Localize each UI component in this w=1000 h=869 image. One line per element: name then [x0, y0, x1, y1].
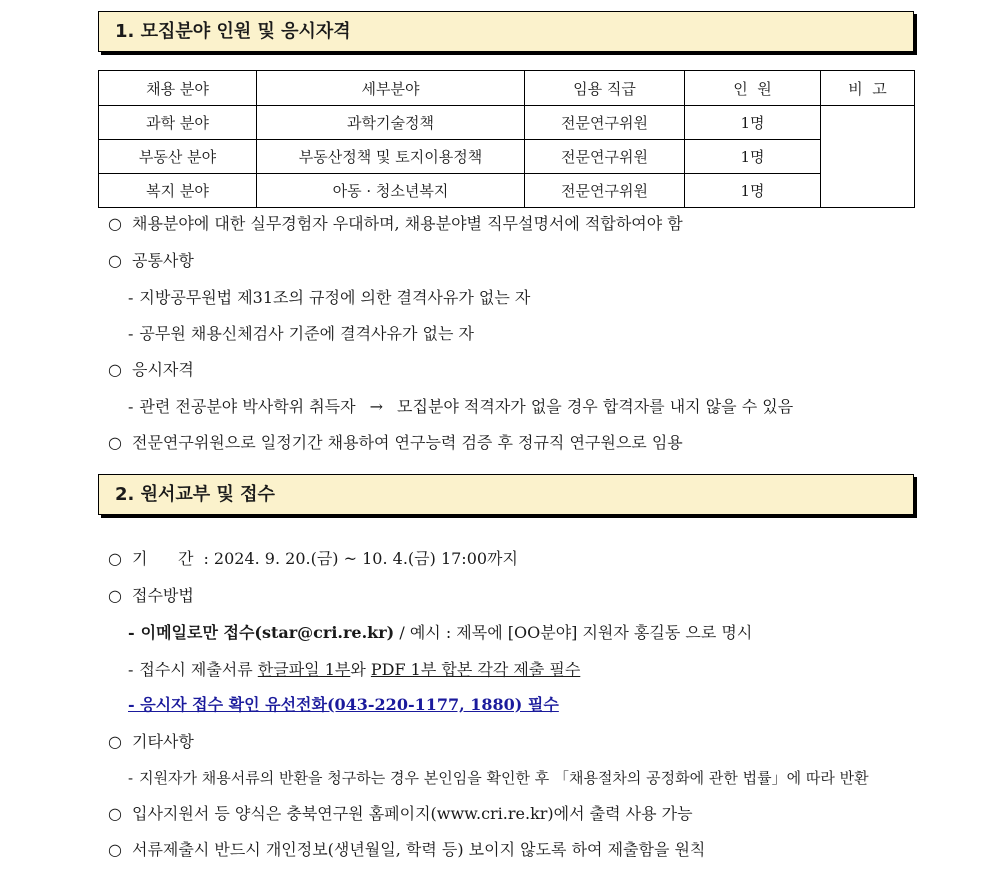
cell-rank: 전문연구위원: [525, 106, 685, 140]
application-period: [108, 548, 518, 570]
cell-headcount: 1명: [685, 174, 821, 208]
etc-label: 기타사항: [132, 732, 194, 751]
cell-subfield: 과학기술정책: [257, 106, 525, 140]
dash-bullet: -: [128, 288, 134, 307]
table-row: [99, 106, 915, 140]
section-2-title: 2. 원서교부 및 접수: [98, 474, 914, 515]
common-requirements-label: 공통사항: [132, 251, 194, 270]
table-row: [99, 174, 915, 208]
header-subfield: 세부분야: [257, 71, 525, 106]
common-requirements-title: [108, 250, 194, 272]
circle-bullet: ○: [108, 251, 122, 270]
etc-title: [108, 731, 194, 753]
circle-bullet: ○: [108, 214, 122, 233]
common-requirement-2-text: 공무원 채용신체검사 기준에 결격사유가 없는 자: [139, 324, 474, 343]
method-label: 접수방법: [132, 586, 194, 605]
documents-hwp: 한글파일 1부: [257, 660, 351, 679]
right-arrow-icon: →: [369, 397, 383, 416]
documents-pdf: PDF 1부 합본 각각 제출 필수: [370, 660, 581, 679]
privacy-notice: [108, 839, 705, 861]
dash-bullet: -: [128, 660, 134, 679]
phone-confirm-text: - 응시자 접수 확인 유선전화(043-220-1177, 1880) 필수: [128, 695, 559, 714]
section-1-title: 1. 모집분야 인원 및 응시자격: [98, 11, 914, 52]
header-headcount: 인 원: [685, 71, 821, 106]
appointment-text: 전문연구위원으로 일정기간 채용하여 연구능력 검증 후 정규직 연구원으로 임용: [132, 433, 683, 452]
dash-bullet: -: [128, 769, 134, 787]
cell-headcount: 1명: [685, 140, 821, 174]
application-method-title: [108, 585, 194, 607]
form-notice-text: 입사지원서 등 양식은 충북연구원 홈페이지(www.cri.re.kr)에서 출력 사용 가능: [132, 804, 693, 823]
eligibility-requirement: [128, 396, 793, 418]
cell-headcount: 1명: [685, 106, 821, 140]
cell-rank: 전문연구위원: [525, 140, 685, 174]
recruitment-table: [98, 70, 915, 208]
privacy-notice-text: 서류제출시 반드시 개인정보(생년월일, 학력 등) 보이지 않도록 하여 제출함을 원칙: [132, 840, 706, 859]
eligibility-label: 응시자격: [132, 360, 194, 379]
cell-subfield: 아동 · 청소년복지: [257, 174, 525, 208]
eligibility-degree: 관련 전공분야 박사학위 취득자: [139, 397, 356, 416]
table-row: [99, 140, 915, 174]
form-notice: [108, 803, 693, 825]
common-requirement-1-text: 지방공무원법 제31조의 규정에 의한 결격사유가 없는 자: [139, 288, 531, 307]
period-value: : 2024. 9. 20.(금) ~ 10. 4.(금) 17:00까지: [203, 549, 518, 568]
circle-bullet: ○: [108, 840, 122, 859]
circle-bullet: ○: [108, 360, 122, 379]
eligibility-title: [108, 359, 194, 381]
email-only-text: 이메일로만 접수(star@cri.re.kr): [140, 623, 395, 642]
circle-bullet: ○: [108, 732, 122, 751]
common-requirement-2: [128, 323, 474, 345]
circle-bullet: ○: [108, 586, 122, 605]
return-note-text: 지원자가 채용서류의 반환을 청구하는 경우 본인임을 확인한 후 「채용절차의 공정화에 관한 법률」에 따라 반환: [139, 769, 869, 787]
preference-text: 채용분야에 대한 실무경험자 우대하며, 채용분야별 직무설명서에 적합하여야 함: [132, 214, 683, 233]
common-requirement-1: [128, 287, 530, 309]
method-documents: [128, 659, 580, 681]
cell-subfield: 부동산정책 및 토지이용정책: [257, 140, 525, 174]
documents-text-b: 와: [350, 660, 371, 679]
cell-field: 복지 분야: [99, 174, 257, 208]
circle-bullet: ○: [108, 549, 122, 568]
circle-bullet: ○: [108, 433, 122, 452]
etc-return-note: [128, 767, 869, 789]
cell-remarks: [821, 106, 915, 208]
dash-bullet: -: [128, 397, 134, 416]
header-field: 채용 분야: [99, 71, 257, 106]
appointment-note: [108, 432, 683, 454]
period-label: 기 간: [132, 549, 194, 568]
preference-note: [108, 213, 683, 235]
documents-text-a: 접수시 제출서류: [139, 660, 258, 679]
email-example-text: / 예시 : 제목에 [OO분야] 지원자 홍길동 으로 명시: [394, 623, 753, 642]
dash-bullet: -: [128, 623, 135, 642]
dash-bullet: -: [128, 324, 134, 343]
cell-field: 부동산 분야: [99, 140, 257, 174]
method-phone-confirm: [128, 694, 559, 716]
method-email: [128, 622, 752, 644]
circle-bullet: ○: [108, 804, 122, 823]
eligibility-note: 모집분야 적격자가 없을 경우 합격자를 내지 않을 수 있음: [397, 397, 794, 416]
header-rank: 임용 직급: [525, 71, 685, 106]
table-header-row: [99, 71, 915, 106]
cell-rank: 전문연구위원: [525, 174, 685, 208]
header-remarks: 비 고: [821, 71, 915, 106]
cell-field: 과학 분야: [99, 106, 257, 140]
